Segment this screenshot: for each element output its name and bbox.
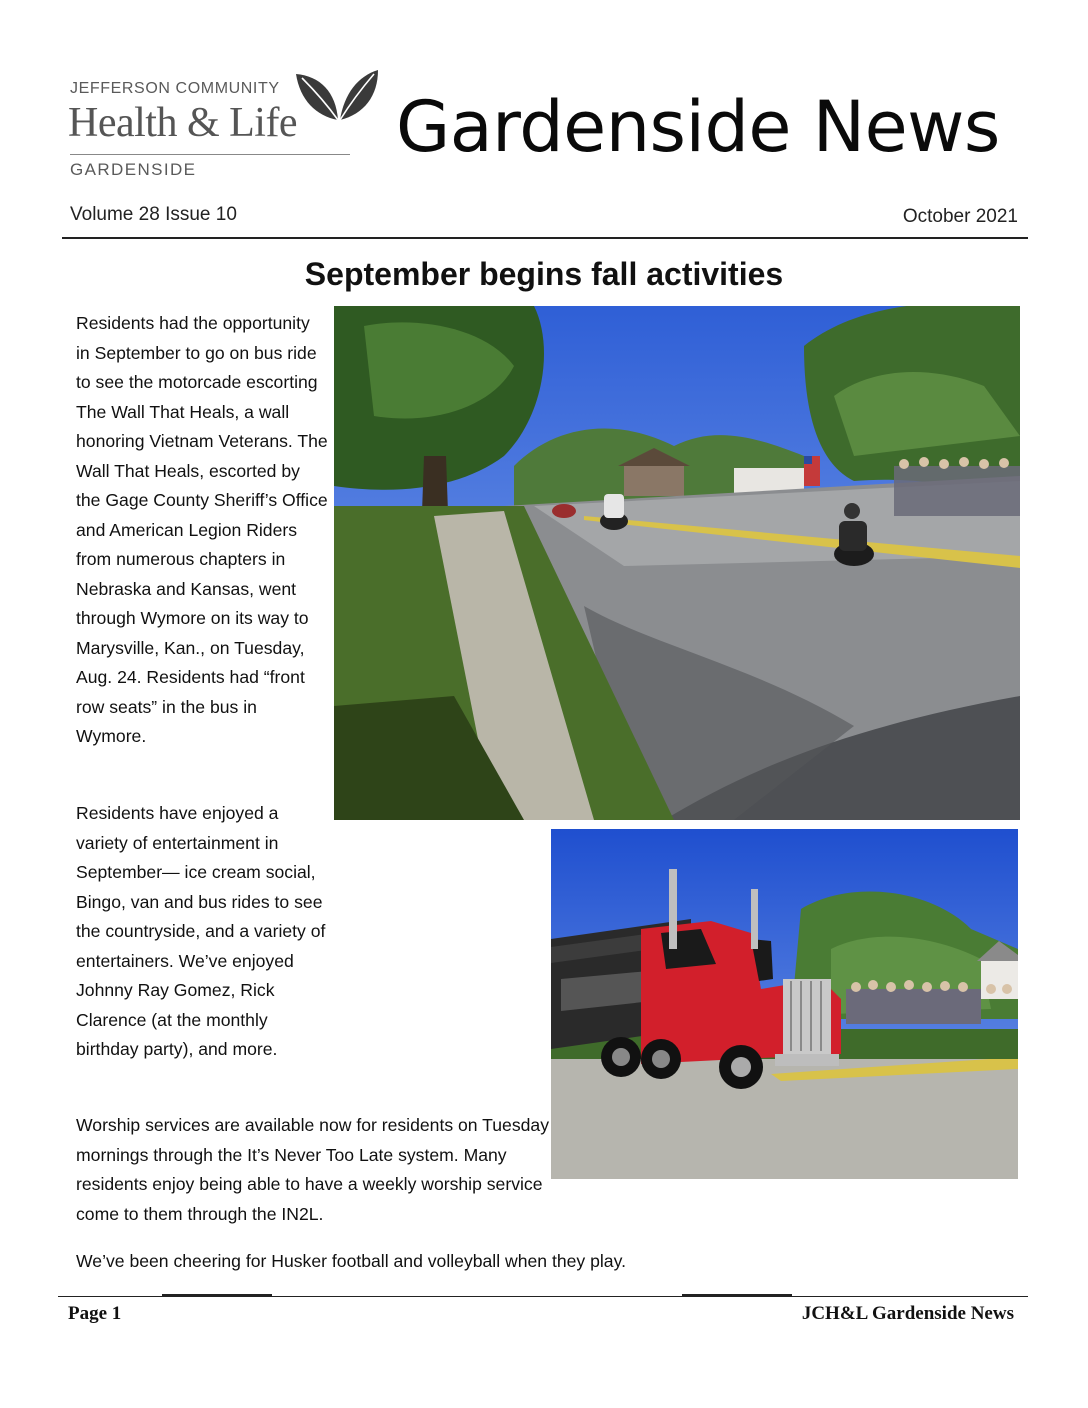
logo-top-text: JEFFERSON COMMUNITY — [70, 80, 280, 97]
footer-divider — [58, 1296, 1028, 1297]
newsletter-title: Gardenside News — [396, 86, 1000, 168]
issue-volume: Volume 28 Issue 10 — [70, 204, 237, 225]
leaf-icon — [294, 66, 380, 122]
issue-date: October 2021 — [902, 206, 1018, 227]
logo — [68, 66, 380, 182]
article-paragraph: Residents have enjoyed a variety of entertainment in September— ice cream social, Bingo, van and bus rides to see the countryside, and a variety of entertainers. We’ve enjoyed Johnny Ray Gomez, Rick Clarence (at the monthly birthday party), and more. — [76, 803, 326, 1059]
header-divider — [62, 237, 1028, 239]
motorcade-photo — [334, 306, 1020, 820]
footer-publication: JCH&L Gardenside News — [801, 1303, 1014, 1324]
logo-bottom-text: GARDENSIDE — [70, 160, 197, 179]
article-paragraph: Residents had the opportunity in September to go on bus ride to see the motorcade escorting The Wall That Heals, a wall honoring Vietnam Veterans. The Wall That Heals, escorted by the Gage County Sheriff’s Office and American Legion Riders from numerous chapters in Nebraska and Kansas, went through Wymore on its way to Marysville, Kan., on Tuesday, Aug. 24. Residents had “front row seats” in the bus in Wymore. — [76, 313, 328, 746]
logo-divider — [70, 154, 350, 155]
article-paragraph: We’ve been cheering for Husker football and volleyball when they play. — [76, 1251, 626, 1271]
footer-divider-accent — [162, 1294, 272, 1296]
footer-divider-accent — [682, 1294, 792, 1296]
article-headline: September begins fall activities — [304, 256, 784, 292]
page-number: Page 1 — [68, 1303, 122, 1324]
article-paragraph: Worship services are available now for residents on Tuesday mornings through the It’s Never Too Late system. Many residents enjoy being able to have a weekly worship service come to them through the IN2L. — [76, 1115, 549, 1224]
logo-main-text: Health & Life — [68, 100, 298, 146]
truck-photo — [551, 829, 1018, 1179]
